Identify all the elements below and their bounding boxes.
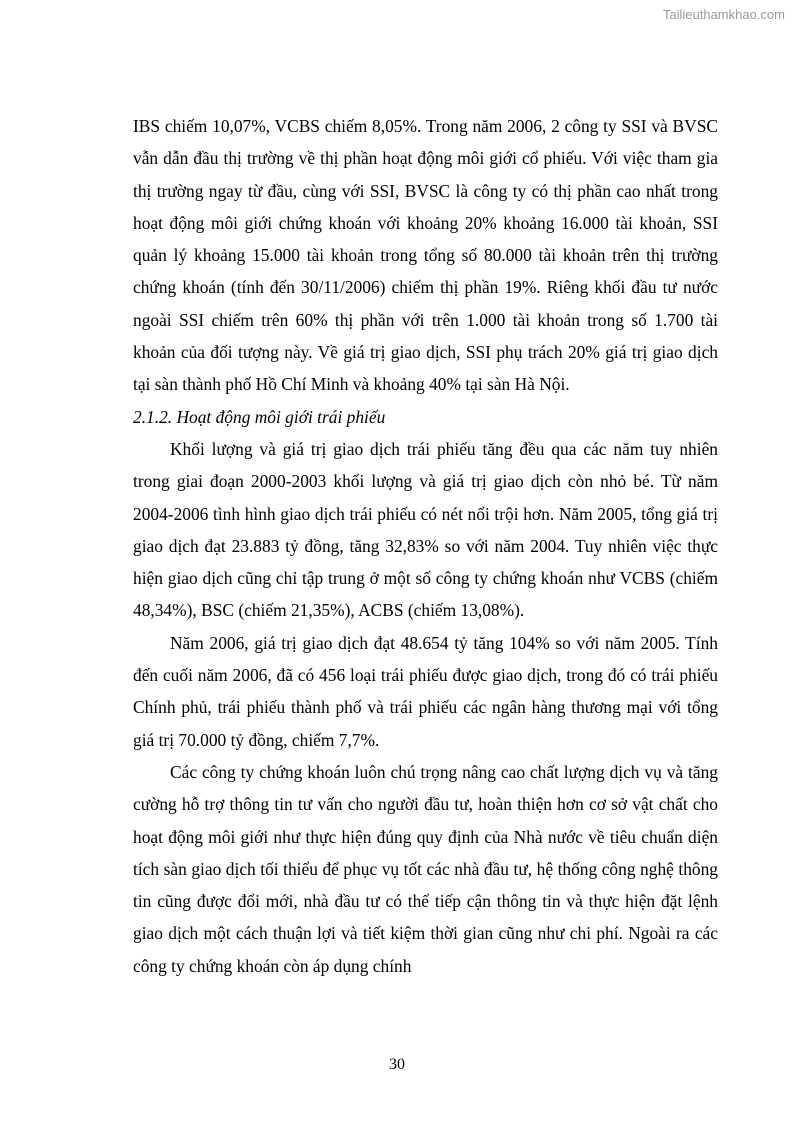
paragraph-3: Năm 2006, giá trị giao dịch đạt 48.654 tỷ tăng 104% so với năm 2005. Tính đến cuối năm 2006, đã có 456 loại trái phiếu được giao dịch, trong đó có trái phiếu Chính phủ, trái phiếu thành phố và trái phiếu các ngân hàng thương mại với tổng giá trị 70.000 tỷ đồng, chiếm 7,7%. — [133, 632, 718, 750]
paragraph-1: IBS chiếm 10,07%, VCBS chiếm 8,05%. Trong năm 2006, 2 công ty SSI và BVSC vẫn dẫn đầu thị trường về thị phần hoạt động môi giới cổ phiếu. Với việc tham gia thị trường ngay từ đầu, cùng với SSI, BVSC là công ty có thị phần cao nhất trong hoạt động môi giới chứng khoán với khoảng 20% khoảng 16.000 tài khoản, SSI quản lý khoảng 15.000 tài khoản trong tổng số 80.000 tài khoản trên thị trường chứng khoán (tính đến 30/11/2006) chiếm thị phần 19%. Riêng khối đầu tư nước ngoài SSI chiếm trên 60% thị phần với trên 1.000 tài khoản trong số 1.700 tài khoản của đối tượng này. Về giá trị giao dịch, SSI phụ trách 20% giá trị giao dịch tại sàn thành phố Hồ Chí Minh và khoảng 40% tại sàn Hà Nội. — [133, 116, 718, 395]
paragraph-2: Khối lượng và giá trị giao dịch trái phiếu tăng đều qua các năm tuy nhiên trong giai đoạn 2000-2003 khối lượng và giá trị giao dịch còn nhỏ bé. Từ năm 2004-2006 tình hình giao dịch trái phiếu có nét nổi trội hơn. Năm 2005, tổng giá trị giao dịch đạt 23.883 tỷ đồng, tăng 32,83% so với năm 2004. Tuy nhiên việc thực hiện giao dịch cũng chỉ tập trung ở một số công ty chứng khoán như VCBS (chiếm 48,34%), BSC (chiếm 21,35%), ACBS (chiếm 13,08%). — [133, 438, 718, 621]
section-heading: 2.1.2. Hoạt động môi giới trái phiếu — [133, 406, 386, 427]
page-number: 30 — [389, 1056, 405, 1073]
watermark: Tailieuthamkhao.com — [662, 7, 785, 22]
document-body — [133, 110, 718, 982]
paragraph-4: Các công ty chứng khoán luôn chú trọng nâng cao chất lượng dịch vụ và tăng cường hỗ trợ thông tin tư vấn cho người đầu tư, hoàn thiện hơn cơ sở vật chất cho hoạt động môi giới như thực hiện đúng quy định của Nhà nước về tiêu chuẩn diện tích sàn giao dịch tối thiểu để phục vụ tốt các nhà đầu tư, hệ thống công nghệ thông tin cũng được đổi mới, nhà đầu tư có thể tiếp cận thông tin và thực hiện đặt lệnh giao dịch một cách thuận lợi và tiết kiệm thời gian cũng như chi phí. Ngoài ra các công ty chứng khoán còn áp dụng chính — [133, 761, 718, 976]
